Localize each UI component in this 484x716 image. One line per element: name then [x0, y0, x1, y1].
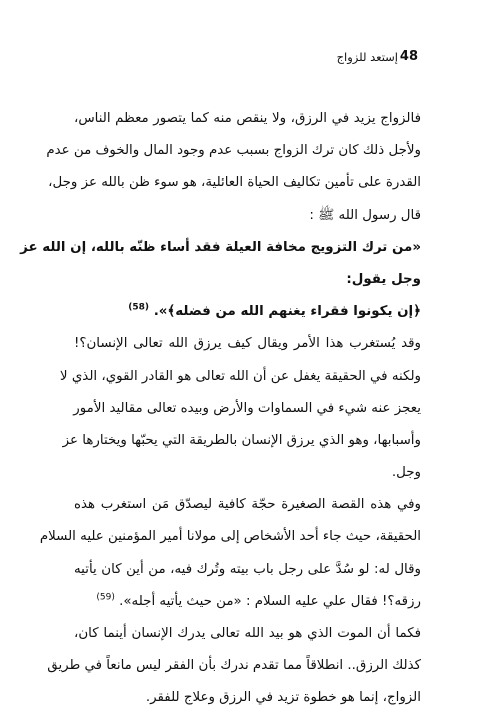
text-line: وقال له: لو سُدَّ على رجل باب بيته وتُرك فيه، من أين كان يأتيه	[74, 561, 421, 577]
text-line	[74, 587, 421, 619]
hadith-line: «من ترك التزويج مخافة العيلة فقد أساء ظنّه بالله، إن الله عز	[20, 239, 421, 255]
text-line: ولكنه في الحقيقة يغفل عن أن الله تعالى هو القادر القوي، الذي لا	[59, 368, 421, 384]
text-line: قال رسول الله ﷺ :	[309, 207, 421, 223]
text-line: وجل.	[391, 465, 421, 481]
text-line: كذلك الرزق.. انطلاقاً مما تقدم ندرك بأن الفقر ليس مانعاً في طريق	[47, 658, 421, 674]
running-title: إستعد للزواج	[336, 50, 398, 64]
text-line: فكما أن الموت الذي هو بيد الله تعالى يدرك الإنسان أينما كان،	[74, 626, 421, 641]
text-line: وقد يُستغرب هذا الأمر ويقال كيف يرزق الله تعالى الإنسان؟!	[74, 336, 421, 352]
verse-line	[74, 297, 421, 329]
text-line: الحقيقة، حيث جاء أحد الأشخاص إلى مولانا أمير المؤمنين عليه السلام	[39, 529, 421, 545]
text-line: القدرة على تأمين تكاليف الحياة العائلية، هو سوء ظن بالله عز وجل،	[48, 175, 421, 191]
text-line: وأسبابها، وهو الذي يرزق الإنسان بالطريقة التي يحبّها ويختارها عز	[62, 432, 421, 448]
footnote-ref: (58)	[128, 302, 150, 313]
text-line: وفي هذه القصة الصغيرة حجّة كافية ليصدّق مَن استغرب هذه	[74, 497, 421, 513]
page-header	[0, 49, 484, 69]
hadith-line: وجل يقول:	[346, 271, 421, 287]
text-line: يعجز عنه شيء في السماوات والأرض وبيده تعالى مقاليد الأمور	[73, 400, 421, 416]
text-line: الزواج، إنما هو خطوة تزيد في الرزق وعلاج للفقر.	[145, 690, 421, 706]
verse-text: ﴿إن يكونوا فقراء يغنهم الله من فضله﴾».	[149, 304, 421, 320]
page-number: 48	[399, 49, 418, 64]
footnote-ref: (59)	[96, 592, 115, 603]
text-line: ولأجل ذلك كان ترك الزواج بسبب عدم وجود المال والخوف من عدم	[46, 143, 421, 159]
body-text	[20, 104, 421, 716]
text-segment: رزقه؟! فقال علي عليه السلام : «من حيث يأتيه أجله».	[114, 593, 421, 609]
text-line: فالزواج يزيد في الرزق، ولا ينقص منه كما يتصور معظم الناس،	[74, 111, 421, 126]
